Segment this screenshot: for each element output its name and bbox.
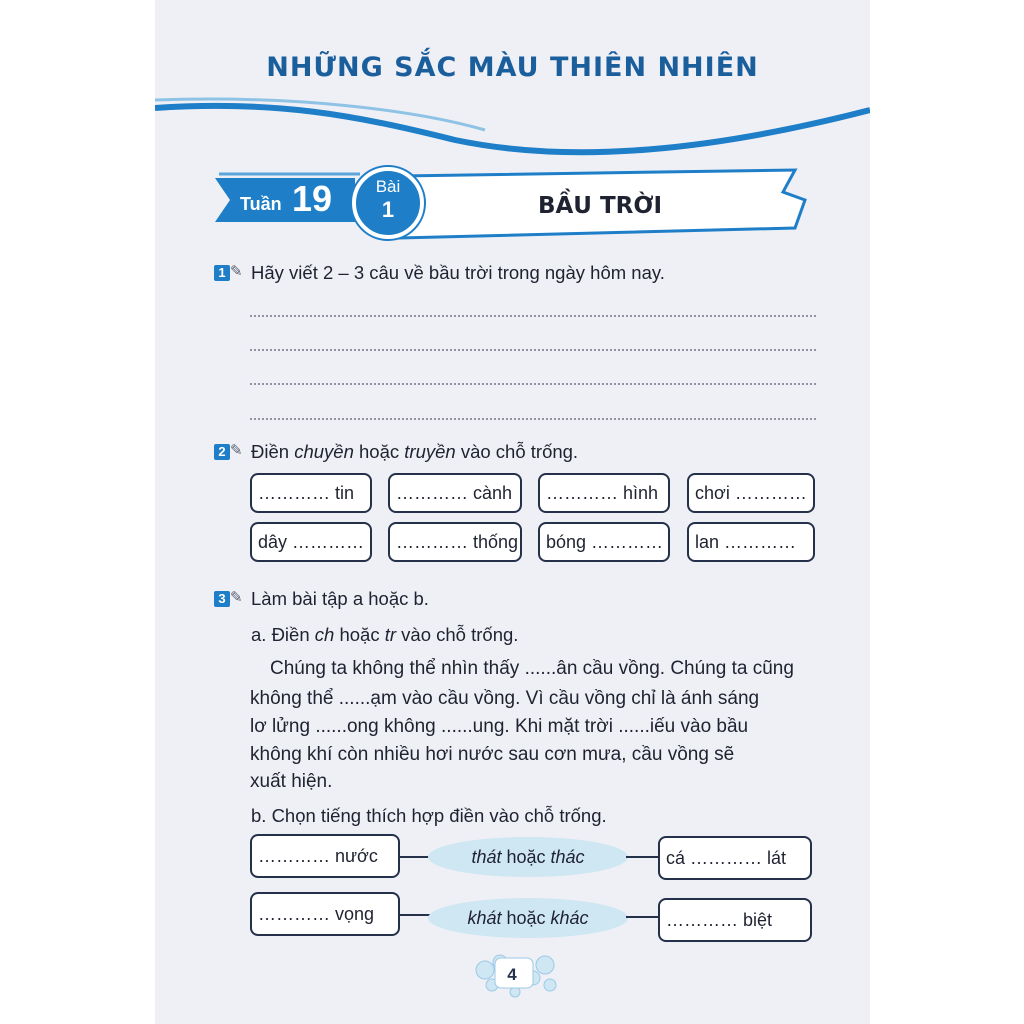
question-2-number: 2 [214,444,230,460]
connector-line [400,914,430,916]
answer-line[interactable] [250,383,816,385]
prompt-text: vào chỗ trống. [396,624,519,645]
fill-box[interactable]: bóng ………… [538,522,670,562]
fill-box[interactable]: ………… vọng [250,892,400,936]
question-1-number: 1 [214,265,230,281]
option-word: khát [467,908,502,928]
fill-box[interactable]: ………… nước [250,834,400,878]
option-word: chuyền [294,441,354,462]
prompt-text: vào chỗ trống. [455,441,579,462]
banner-ribbon-back [215,178,355,222]
header-wave [155,106,870,152]
passage-line: xuất hiện. [250,771,333,792]
choice-oval [428,837,628,877]
passage-line: Chúng ta không thể nhìn thấy ......ân cầu vồng. Chúng ta cũng [270,658,794,679]
question-3-prompt: Làm bài tập a hoặc b. [251,588,429,609]
part-a-prompt [251,624,518,646]
answer-line[interactable] [250,315,816,317]
option-word: truyền [404,441,456,462]
part-b-prompt: b. Chọn tiếng thích hợp điền vào chỗ trống. [251,805,607,826]
option-word: thát [471,847,502,867]
option-word: ch [314,624,335,645]
answer-line[interactable] [250,349,816,351]
lesson-title: BẦU TRỜI [537,193,663,219]
fill-box[interactable]: chơi ………… [687,473,815,513]
lesson-number: 1 [381,197,395,222]
passage-line: không thể ......ạm vào cầu vồng. Vì cầu vồng chỉ là ánh sáng [250,688,760,709]
prompt-text: hoặc [353,441,405,462]
option-word: tr [384,624,397,645]
fill-box[interactable]: lan ………… [687,522,815,562]
fill-box[interactable]: ………… cành [388,473,522,513]
question-1-prompt: Hãy viết 2 – 3 câu về bầu trời trong ngày hôm nay. [251,262,665,283]
joiner-text: hoặc [501,847,551,867]
answer-line[interactable] [250,418,816,420]
pencil-icon: ✎ [230,262,243,280]
connector-line [626,916,660,918]
page-title: NHỮNG SẮC MÀU THIÊN NHIÊN [266,52,759,83]
fill-box[interactable]: ………… tin [250,473,372,513]
passage-line: không khí còn nhiều hơi nước sau cơn mưa, cầu vồng sẽ [250,744,735,765]
choice-oval [428,898,628,938]
lesson-badge [352,167,424,239]
prompt-text: hoặc [334,624,385,645]
passage-line: lơ lửng ......ong không ......ung. Khi mặt trời ......iếu vào bầu [250,716,749,737]
page-number: 4 [507,965,517,984]
option-word: khác [550,908,589,928]
fill-box[interactable]: dây ………… [250,522,372,562]
prompt-text: Điền [251,441,295,462]
connector-line [626,856,660,858]
option-word: thác [550,847,585,867]
fill-box[interactable]: cá ………… lát [658,836,812,880]
fill-box[interactable]: ………… thống [388,522,522,562]
pencil-icon: ✎ [230,588,243,606]
lesson-label: Bài [375,177,401,196]
joiner-text: hoặc [501,908,551,928]
question-2-prompt [251,441,578,463]
question-3-number: 3 [214,591,230,607]
connector-line [400,856,430,858]
week-label: Tuần [240,194,282,214]
week-number: 19 [292,178,333,219]
prompt-text: a. Điền [251,624,315,645]
fill-box[interactable]: ………… hình [538,473,670,513]
pencil-icon: ✎ [230,441,243,459]
fill-box[interactable]: ………… biệt [658,898,812,942]
